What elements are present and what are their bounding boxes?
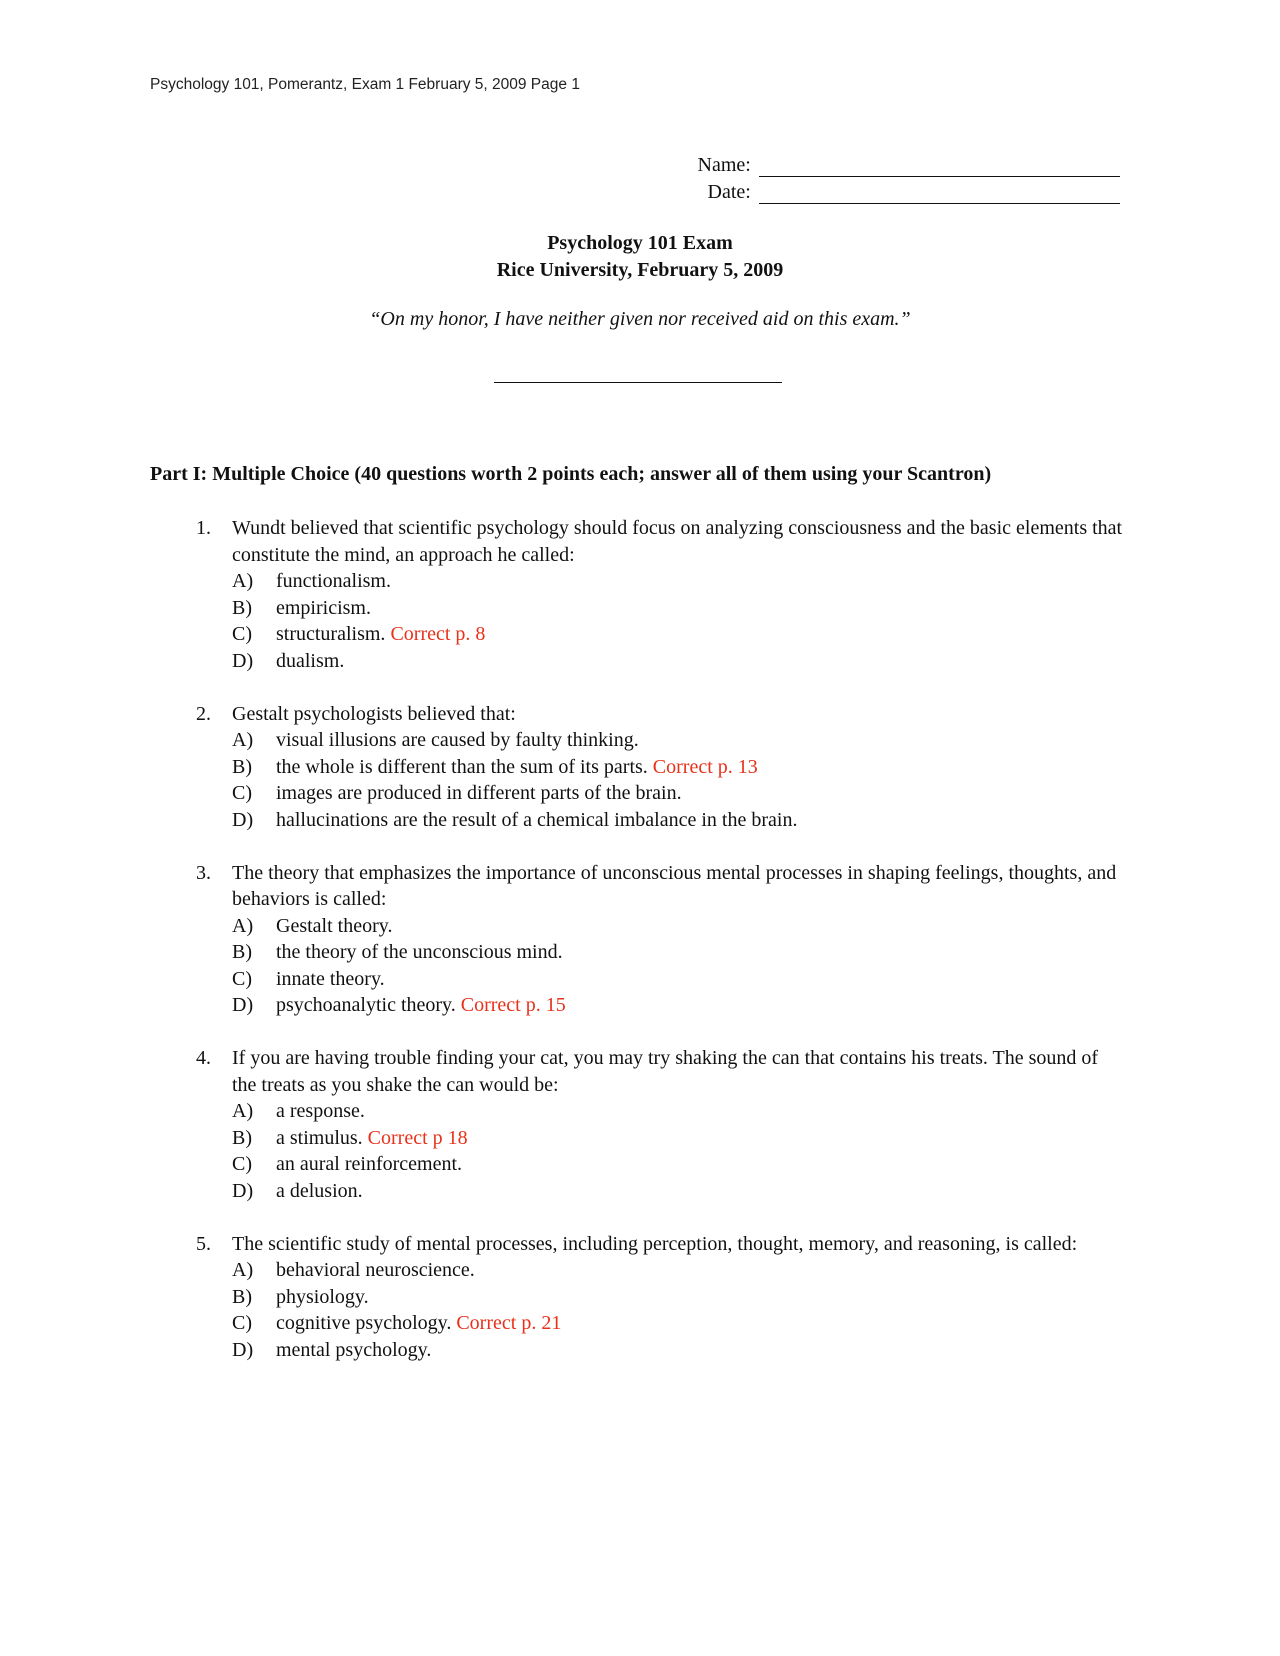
option-letter: C)	[232, 1312, 252, 1334]
name-blank-line	[759, 156, 1120, 177]
date-field	[640, 177, 1120, 204]
question-number: 3.	[196, 861, 211, 884]
option-text: empiricism.	[276, 596, 371, 619]
option-text: an aural reinforcement.	[276, 1153, 463, 1175]
answer-option	[196, 780, 1126, 807]
option-letter: C)	[232, 623, 252, 645]
correct-answer-note: Correct p. 21	[456, 1312, 562, 1334]
answer-option	[196, 807, 1126, 834]
correct-answer-note: Correct p. 13	[652, 755, 758, 778]
option-text: psychoanalytic theory.	[276, 994, 456, 1016]
option-body	[276, 780, 682, 807]
option-body	[276, 913, 392, 940]
answer-option	[196, 1337, 1126, 1364]
correct-answer-note: Correct p 18	[367, 1126, 468, 1149]
signature-line	[494, 382, 782, 383]
answer-option	[196, 621, 1126, 648]
option-text: innate theory.	[276, 967, 385, 990]
question-number: 4.	[196, 1047, 211, 1069]
question-text: The scientific study of mental processes, including perception, thought, memory, and reasoning, is called:	[232, 1232, 1078, 1255]
option-text: images are produced in different parts of the brain.	[276, 782, 682, 804]
option-letter: D)	[232, 994, 254, 1016]
answer-option	[196, 727, 1126, 754]
question-number: 2.	[196, 702, 211, 725]
option-body	[276, 1257, 475, 1284]
option-letter: A)	[232, 914, 254, 937]
question-1	[196, 515, 1126, 674]
option-letter: D)	[232, 808, 254, 831]
option-body	[276, 595, 371, 622]
question-stem	[196, 1231, 1126, 1258]
question-text: If you are having trouble finding your cat, you may try shaking the can that contains his treats. The sound of the treats as you shake the can would be:	[232, 1047, 1099, 1096]
option-text: behavioral neuroscience.	[276, 1259, 475, 1281]
answer-option	[196, 1125, 1126, 1152]
answer-option	[196, 1151, 1126, 1178]
option-letter: C)	[232, 1153, 252, 1175]
question-number: 5.	[196, 1232, 211, 1255]
option-body	[276, 727, 639, 754]
option-letter: C)	[232, 967, 252, 990]
option-text: visual illusions are caused by faulty thinking.	[276, 729, 639, 751]
option-body	[276, 992, 566, 1019]
honor-pledge: “On my honor, I have neither given nor received aid on this exam.”	[369, 308, 911, 330]
question-5	[196, 1231, 1126, 1364]
option-text: Gestalt theory.	[276, 914, 393, 937]
answer-option	[196, 966, 1126, 993]
correct-answer-note: Correct p. 15	[460, 994, 566, 1016]
option-body	[276, 1178, 363, 1205]
answer-option	[196, 568, 1126, 595]
answer-option	[196, 1284, 1126, 1311]
question-stem	[196, 701, 1126, 728]
question-text: The theory that emphasizes the importance of unconscious mental processes in shaping feelings, thoughts, and behaviors is called:	[232, 861, 1117, 910]
question-stem	[196, 1045, 1126, 1098]
option-body	[276, 648, 344, 675]
exam-title	[0, 230, 1280, 284]
option-text: the theory of the unconscious mind.	[276, 941, 563, 963]
option-text: functionalism.	[276, 570, 391, 592]
correct-answer-note: Correct p. 8	[390, 623, 486, 645]
option-letter: A)	[232, 729, 254, 751]
option-body	[276, 966, 385, 993]
option-letter: B)	[232, 596, 252, 619]
name-field	[640, 150, 1120, 177]
exam-title-line2: Rice University, February 5, 2009	[496, 259, 784, 281]
answer-option	[196, 1257, 1126, 1284]
option-letter: D)	[232, 649, 254, 672]
option-body	[276, 1284, 369, 1311]
option-body	[276, 1151, 462, 1178]
option-text: structuralism.	[276, 623, 386, 645]
answer-option	[196, 595, 1126, 622]
answer-option	[196, 992, 1126, 1019]
option-body	[276, 754, 758, 781]
answer-option	[196, 648, 1126, 675]
question-4	[196, 1045, 1126, 1204]
option-letter: A)	[232, 1100, 254, 1122]
option-letter: B)	[232, 1126, 252, 1149]
question-stem	[196, 860, 1126, 913]
option-letter: A)	[232, 1259, 254, 1281]
option-letter: B)	[232, 941, 252, 963]
option-letter: A)	[232, 570, 254, 592]
option-letter: D)	[232, 1179, 254, 1202]
running-header: Psychology 101, Pomerantz, Exam 1 February 5, 2009 Page 1	[150, 76, 580, 93]
option-text: a response.	[276, 1100, 365, 1122]
option-text: cognitive psychology.	[276, 1312, 452, 1334]
part-heading: Part I: Multiple Choice (40 questions worth 2 points each; answer all of them using your Scantron)	[150, 463, 992, 485]
option-text: hallucinations are the result of a chemical imbalance in the brain.	[276, 808, 798, 831]
question-2	[196, 701, 1126, 834]
option-letter: B)	[232, 755, 252, 778]
option-letter: B)	[232, 1285, 252, 1308]
option-body	[276, 621, 485, 648]
option-letter: D)	[232, 1338, 254, 1361]
option-text: mental psychology.	[276, 1338, 432, 1361]
answer-option	[196, 1098, 1126, 1125]
option-body	[276, 1098, 365, 1125]
answer-option	[196, 913, 1126, 940]
answer-option	[196, 1178, 1126, 1205]
option-body	[276, 1310, 561, 1337]
option-letter: C)	[232, 782, 252, 804]
question-text: Gestalt psychologists believed that:	[232, 702, 516, 725]
question-text: Wundt believed that scientific psychology should focus on analyzing consciousness and the basic elements that constitute the mind, an approach he called:	[232, 517, 1123, 566]
option-text: a delusion.	[276, 1179, 363, 1202]
option-body	[276, 1125, 468, 1152]
date-blank-line	[759, 183, 1120, 204]
option-text: physiology.	[276, 1285, 369, 1308]
question-list	[196, 515, 1126, 1390]
question-3	[196, 860, 1126, 1019]
option-body	[276, 807, 797, 834]
exam-title-line1: Psychology 101 Exam	[547, 232, 733, 254]
date-label: Date:	[707, 181, 751, 203]
option-body	[276, 939, 563, 966]
option-body	[276, 1337, 431, 1364]
option-text: the whole is different than the sum of its parts.	[276, 755, 648, 778]
option-text: a stimulus.	[276, 1126, 363, 1149]
question-stem	[196, 515, 1126, 568]
option-body	[276, 568, 391, 595]
name-date-fields	[640, 150, 1120, 204]
name-label: Name:	[697, 154, 751, 176]
option-text: dualism.	[276, 649, 345, 672]
answer-option	[196, 939, 1126, 966]
answer-option	[196, 1310, 1126, 1337]
answer-option	[196, 754, 1126, 781]
question-number: 1.	[196, 517, 211, 539]
